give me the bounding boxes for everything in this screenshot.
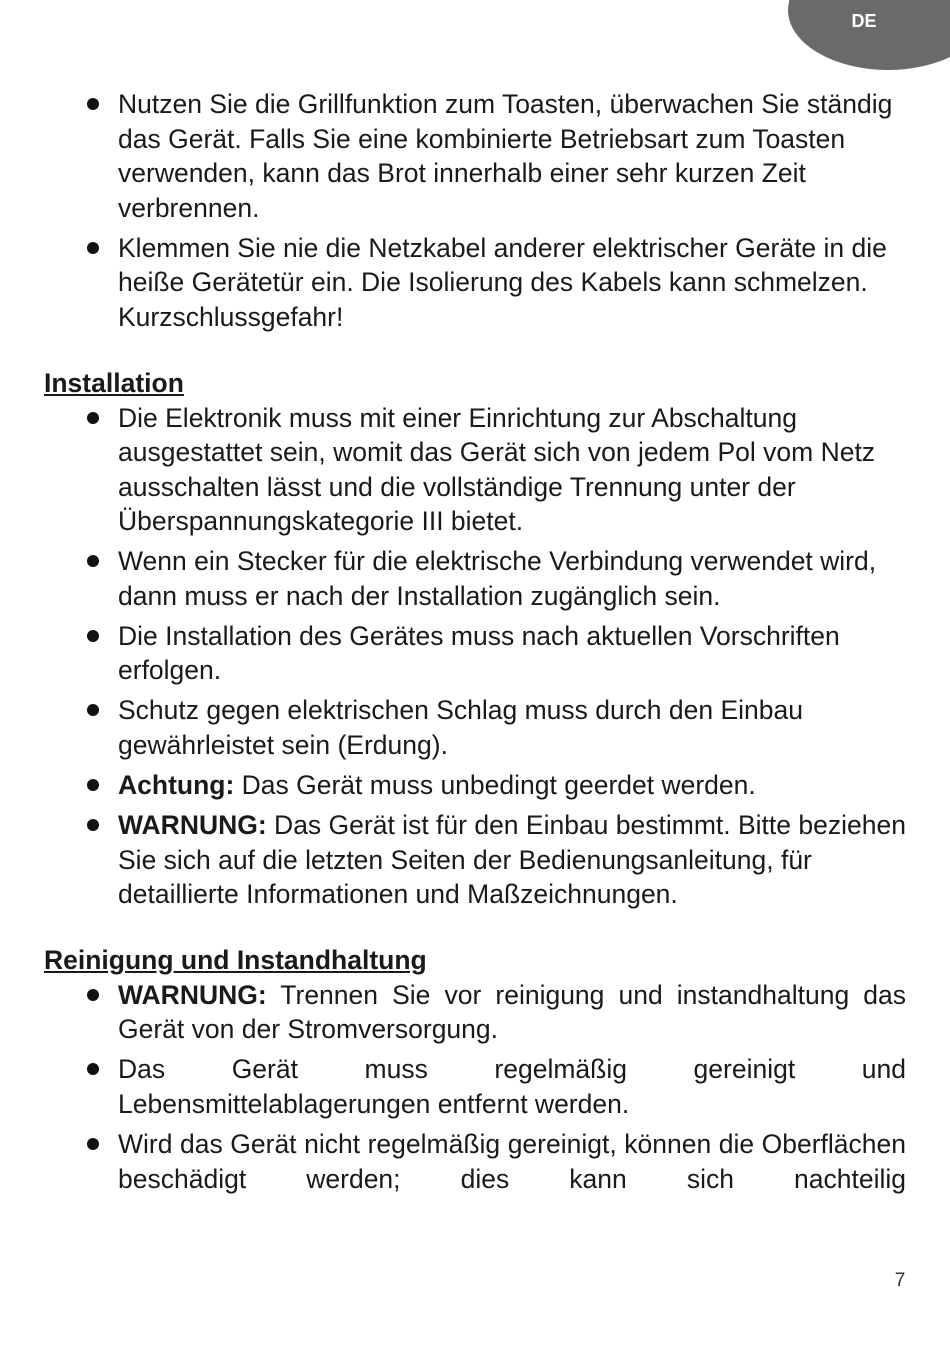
list-item (44, 1052, 906, 1121)
bullet-text: Das Gerät ist für den Einbau bestimmt. Bitte beziehen Sie sich auf die letzten Seiten der Bedienungsanleitung, für detaillierte Informationen und Maßzeichnungen. (118, 810, 906, 910)
page-number: 7 (894, 1270, 906, 1291)
bullet-text: Die Elektronik muss mit einer Einrichtung zur Abschaltung ausgestattet sein, womit das Gerät sich von jedem Pol vom Netz ausschalten lässt und die vollständige Trennung unter der Überspannungskategorie III bietet. (118, 402, 876, 537)
bullet-text: Schutz gegen elektrischen Schlag muss durch den Einbau gewährleistet sein (Erdung). (118, 695, 804, 761)
bullet-text: Das Gerät muss regelmäßig gereinigt und Lebensmittelablagerungen entfernt werden. (118, 1054, 906, 1119)
list-item (44, 768, 906, 803)
list-item (44, 808, 906, 912)
intro-bullet-list (44, 87, 906, 335)
list-item (44, 401, 906, 539)
cleaning-bullet-list (44, 978, 906, 1196)
list-item (44, 978, 906, 1047)
list-item (44, 1127, 906, 1196)
section-heading-installation: Installation (44, 367, 184, 398)
bullet-label-warnung: WARNUNG: (118, 810, 267, 841)
list-item (44, 619, 906, 688)
list-item: Klemmen Sie nie die Netzkabel anderer elektrischer Geräte in die heiße Gerätetür ein. Die Isolierung des Kabels kann schmelzen. Kurzschlussgefahr! (44, 231, 906, 335)
section-gap (44, 917, 906, 943)
document-body (44, 87, 906, 1202)
bullet-label-achtung: Achtung: (118, 770, 235, 801)
list-item (44, 693, 906, 762)
bullet-text: Wenn ein Stecker für die elektrische Verbindung verwendet wird, dann muss er nach der Installation zugänglich sein. (118, 546, 877, 611)
bullet-text: Das Gerät muss unbedingt geerdet werden. (234, 770, 756, 801)
bullet-text: Trennen Sie vor reinigung und instandhaltung das Gerät von der Stromversorgung. (118, 979, 906, 1045)
bullet-text: Die Installation des Gerätes muss nach aktuellen Vorschriften erfolgen. (118, 620, 840, 686)
section-gap (44, 340, 906, 366)
installation-bullet-list (44, 401, 906, 912)
list-item (44, 544, 906, 613)
bullet-text: Wird das Gerät nicht regelmäßig gereinigt, können die Oberflächen beschädigt werden; dies kann sich nachteilig (118, 1128, 906, 1194)
language-label: DE (851, 11, 877, 31)
list-item: Nutzen Sie die Grillfunktion zum Toasten, überwachen Sie ständig das Gerät. Falls Sie eine kombinierte Betriebsart zum Toasten verwenden, kann das Brot innerhalb einer sehr kurzen Zeit verbrennen. (44, 87, 906, 225)
bullet-label-warnung: WARNUNG: (118, 979, 267, 1010)
section-heading-cleaning: Reinigung und Instandhaltung (44, 945, 427, 976)
